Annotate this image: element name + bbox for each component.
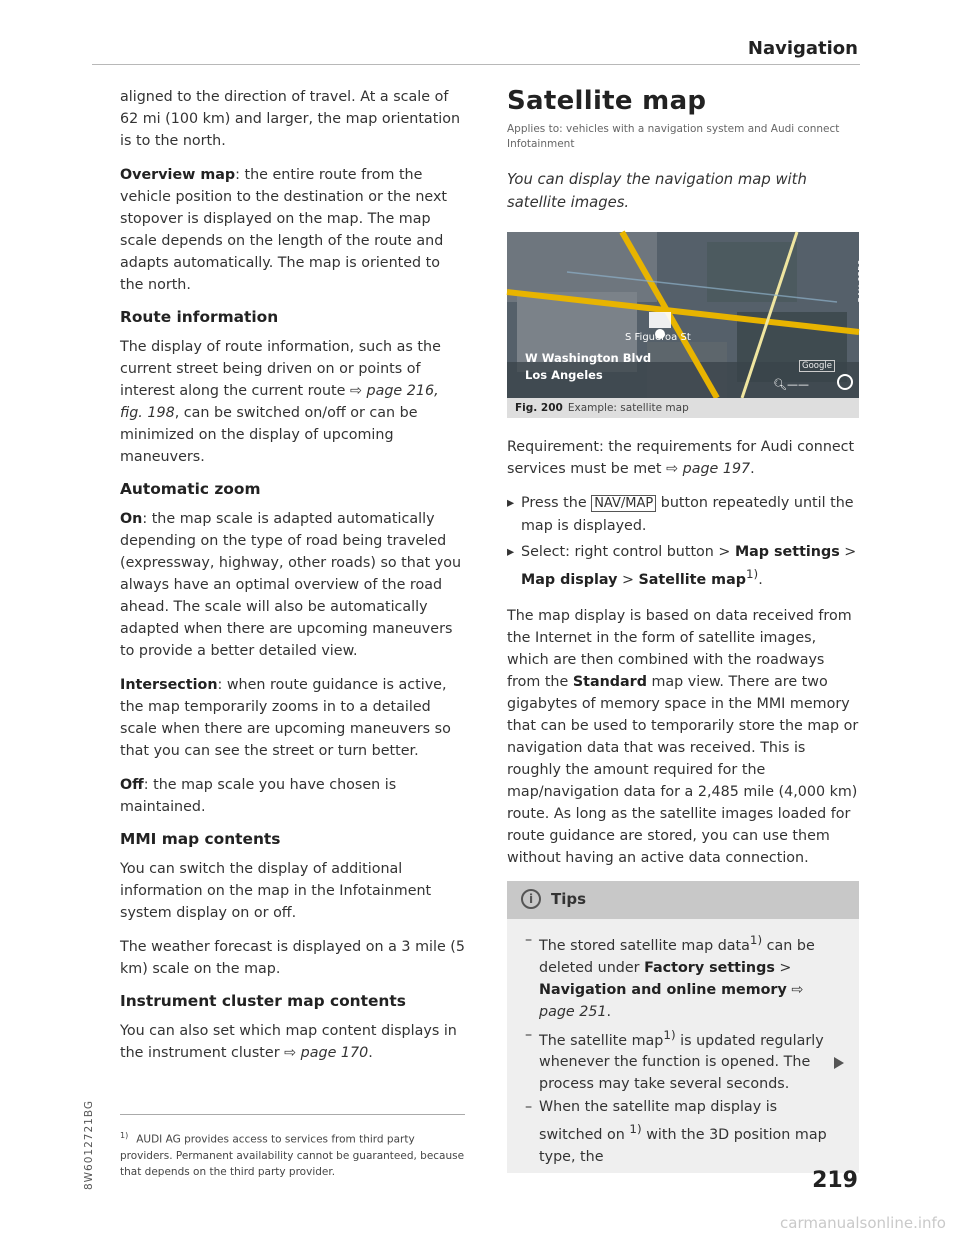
heading-route-information: Route information [120, 308, 279, 326]
lead-text: You can display the navigation map with satellite images. [507, 171, 807, 211]
applies-to: Applies to: vehicles with a navigation system and Audi connect Infotainment [507, 123, 840, 150]
paragraph-satellite-data: The map display is based on data received from the Internet in the form of satellite images, which are then combined with the roadways from the Standard map view. There are two gigabytes of memory space in the MMI memory that can be used to temporarily store the map or navigation data that was received. This is roughly the amount required for the map/navigation data for a 2,485 mile (4,000 km) route. As long as the satellite images loaded for route guidance are stored, you can use them without having an active data connection. [507, 607, 859, 866]
xref-page-216[interactable]: ⇨ page 216, fig. 198 [120, 383, 439, 421]
tip-item: – The stored satellite map data$^{1)}$ can be deleted under Factory settings > Navigation and online memory ⇨ page 251. [525, 929, 833, 1023]
tip-item: – When the satellite map display is switched on $^{1)}$ with the 3D position map type, the [525, 1096, 833, 1168]
figure-caption-bar [507, 398, 859, 418]
zoom-icon: 🔍︎—— [773, 378, 809, 391]
figure-caption: Fig. 200 Example: satellite map [515, 402, 689, 414]
continue-arrow-icon [834, 1057, 844, 1069]
paragraph-mmi: You can switch the display of additional information on the map in the Infotainment system display on or off. [120, 861, 432, 921]
google-attribution: Google [799, 360, 835, 372]
paragraph-zoom-on: On: the map scale is adapted automatically depending on the type of road being traveled (expressway, highway, other roads) so that you always have an optimal overview of the road ahead. The scale will also be automatically adapted when there are upcoming maneuvers to provide a better detailed view. [120, 511, 462, 659]
heading-mmi-map-contents: MMI map contents [120, 830, 281, 848]
tips-box [507, 881, 859, 1173]
tips-label: Tips [551, 889, 587, 908]
xref-page-197[interactable]: ⇨ page 197 [666, 461, 751, 477]
header-rule [92, 64, 860, 65]
page-number: 219 [812, 1168, 858, 1193]
paragraph-zoom-off: Off: the map scale you have chosen is maintained. [120, 777, 397, 815]
satellite-map-figure [507, 232, 867, 418]
location-overlay: W Washington Blvd Los Angeles [525, 351, 652, 382]
paragraph-cluster: You can also set which map content displays in the instrument cluster ⇨ page 170. [120, 1023, 457, 1061]
document-code: 8W6012721BG [83, 1100, 95, 1190]
running-header: Navigation [747, 38, 858, 59]
paragraph-requirement: Requirement: the requirements for Audi connect services must be met ⇨ page 197. [507, 439, 855, 477]
procedure-steps [507, 492, 859, 591]
paragraph-intersection: Intersection: when route guidance is active, the map temporarily zooms in to a detailed scale when there are upcoming maneuvers so that you can see the street or turn better. [120, 677, 451, 759]
heading-automatic-zoom: Automatic zoom [120, 480, 261, 498]
nav-map-key: NAV/MAP [591, 495, 656, 512]
watermark: carmanualsonline.info [780, 1214, 946, 1232]
step-select-satellite: ▸ Select: right control button > Map settings > Map display > Satellite map$^{1)}$. [507, 541, 859, 591]
street-label: S Figueroa St [625, 332, 691, 343]
paragraph-weather: The weather forecast is displayed on a 3 mile (5 km) scale on the map. [120, 939, 465, 977]
tip-item: – The satellite map$^{1)}$ is updated regularly whenever the function is opened. The process may take several seconds. [525, 1024, 833, 1096]
info-icon: i [521, 889, 541, 909]
step-press-nav-map: ▸ Press the NAV/MAP button repeatedly until the map is displayed. [507, 492, 859, 537]
paragraph-orientation: aligned to the direction of travel. At a scale of 62 mi (100 km) and larger, the map orientation is to the north. [120, 89, 461, 149]
footnote: $^{1)}$ AUDI AG provides access to services from third party providers. Permanent availability cannot be guaranteed, because that depends on the third party provider. [120, 1131, 465, 1178]
xref-page-251[interactable]: ⇨ page 251 [539, 981, 804, 1020]
paragraph-overview: Overview map: the entire route from the vehicle position to the destination or the next stopover is displayed on the map. The map scale depends on the length of the route and adapts automatically. The map is oriented to the north. [120, 167, 448, 293]
figure-code: RAH-9256 [857, 260, 867, 303]
tips-list [507, 919, 859, 1173]
section-title: Satellite map [507, 86, 707, 116]
footnote-rule [120, 1114, 465, 1115]
heading-instrument-cluster: Instrument cluster map contents [120, 992, 406, 1010]
xref-page-170[interactable]: ⇨ page 170 [284, 1045, 369, 1061]
term-overview-map: Overview map [120, 167, 236, 183]
right-column [507, 86, 867, 1173]
compass-icon [837, 374, 853, 390]
tips-header [507, 881, 859, 919]
left-column [120, 86, 465, 1076]
paragraph-route: The display of route information, such as the current street being driven on or points of interest along the current route ⇨ page 216, fig. 198, can be switched on/off or can be minimized on the display of upcoming maneuvers. [120, 339, 441, 465]
